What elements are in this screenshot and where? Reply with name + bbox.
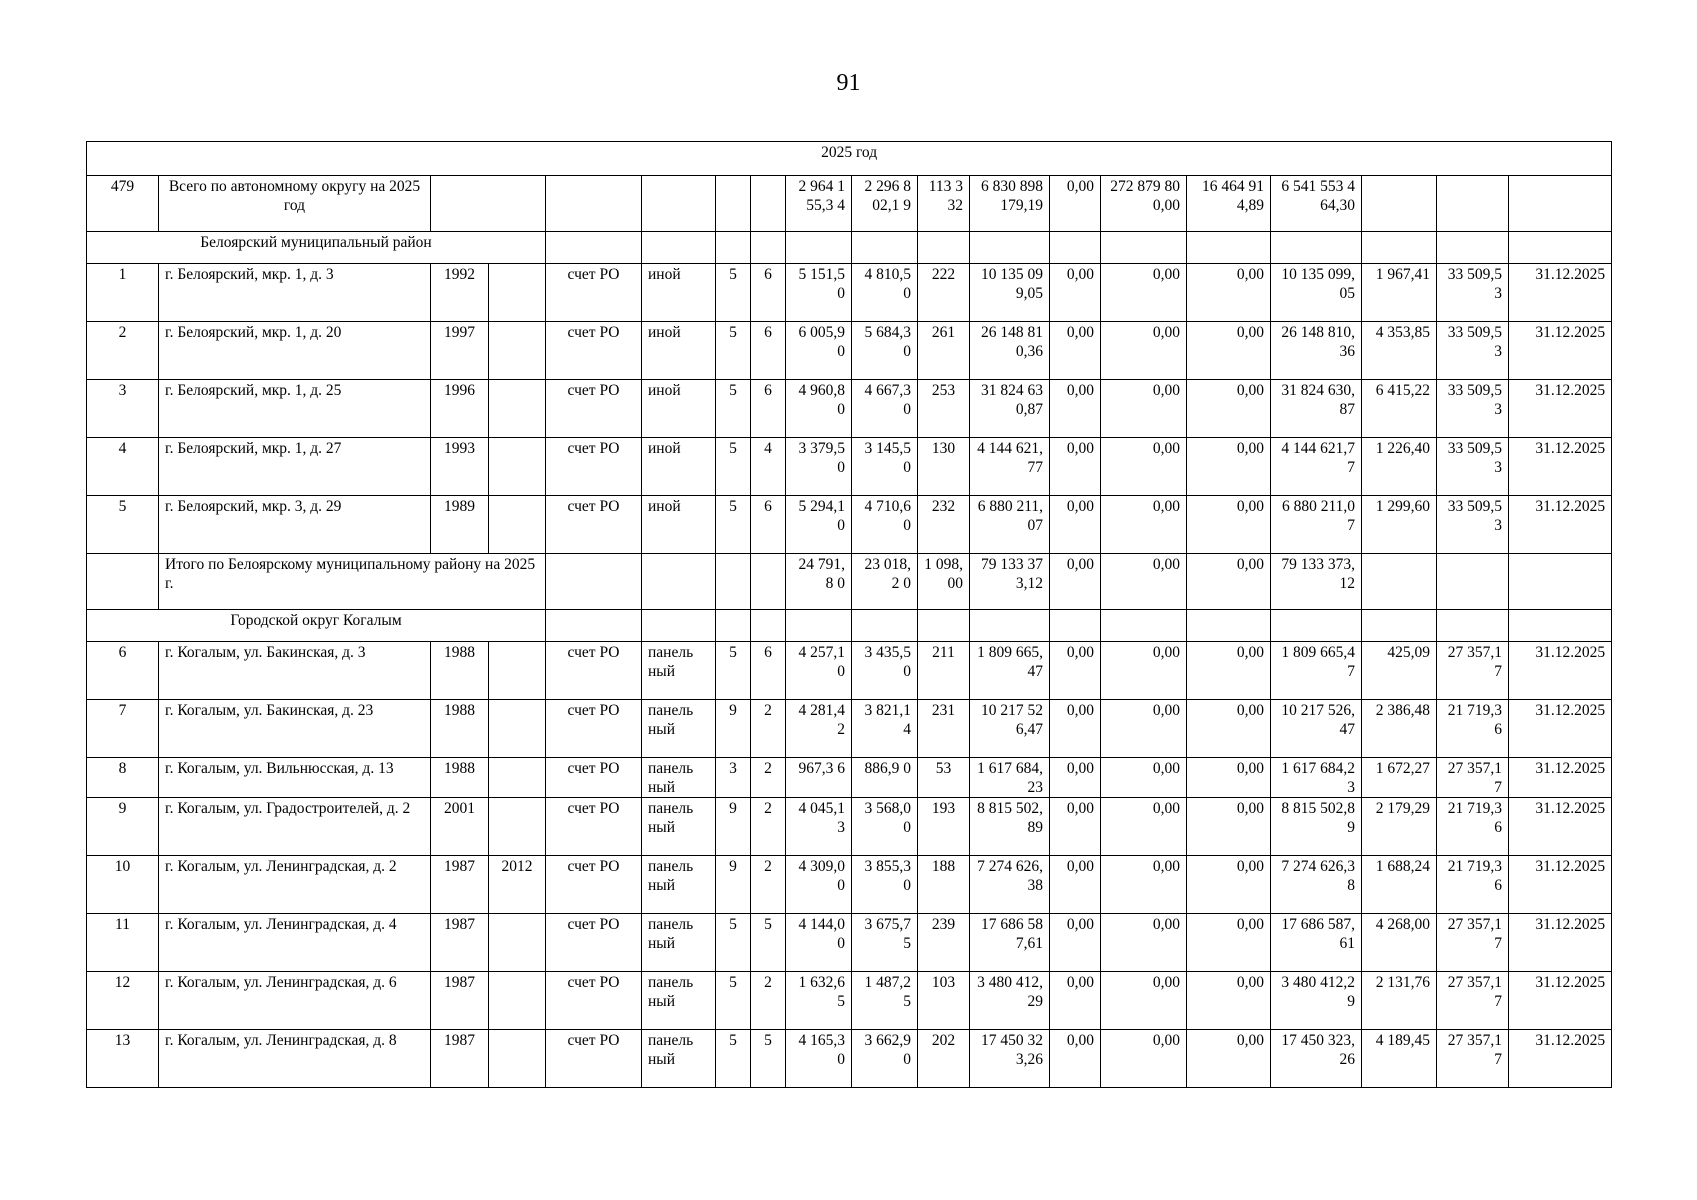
cost-total: 79 133 373,12 — [970, 554, 1050, 610]
house-address: г. Когалым, ул. Бакинская, д. 23 — [159, 700, 431, 758]
table-row — [87, 798, 1612, 856]
page-number: 91 — [836, 70, 861, 96]
unit-cost: 1 672,27 — [1362, 758, 1437, 798]
house-address: г. Белоярский, мкр. 1, д. 27 — [159, 438, 431, 496]
table-row — [87, 642, 1612, 700]
area-total: 967,3 6 — [786, 758, 852, 798]
floors-count: 9 — [716, 700, 751, 758]
unit-cost: 4 189,45 — [1362, 1030, 1437, 1088]
cost-total: 10 135 099,05 — [970, 264, 1050, 322]
unit-cost: 425,09 — [1362, 642, 1437, 700]
table-row — [87, 758, 1612, 798]
area-total: 4 257,1 0 — [786, 642, 852, 700]
fund-method: счет РО — [546, 700, 642, 758]
fund-method: счет РО — [546, 264, 642, 322]
wall-material: панель ный — [642, 1030, 716, 1088]
year-built: 1993 — [431, 438, 489, 496]
budget-local: 0,00 — [1187, 700, 1271, 758]
area-total: 4 165,3 0 — [786, 1030, 852, 1088]
floors-count: 5 — [716, 322, 751, 380]
fund-amount: 0,00 — [1050, 1030, 1101, 1088]
budget-region: 0,00 — [1101, 700, 1187, 758]
cost-total: 31 824 630,87 — [970, 380, 1050, 438]
owners-funds: 31 824 630,87 — [1271, 380, 1362, 438]
residents: 231 — [918, 700, 970, 758]
budget-local: 0,00 — [1187, 758, 1271, 798]
budget-local: 0,00 — [1187, 642, 1271, 700]
area-total: 1 632,6 5 — [786, 972, 852, 1030]
entrances-count: 2 — [751, 700, 786, 758]
table-row — [87, 914, 1612, 972]
year-header: 2025 год — [87, 142, 1612, 176]
budget-region: 0,00 — [1101, 264, 1187, 322]
owners-funds: 7 274 626,38 — [1271, 856, 1362, 914]
unit-cost: 2 179,29 — [1362, 798, 1437, 856]
row-number: 6 — [87, 642, 159, 700]
year-last-repair — [489, 972, 546, 1030]
house-address: г. Белоярский, мкр. 1, д. 3 — [159, 264, 431, 322]
fund-amount: 0,00 — [1050, 438, 1101, 496]
row-number: 479 — [87, 176, 159, 232]
budget-local: 0,00 — [1187, 322, 1271, 380]
house-address: г. Белоярский, мкр. 3, д. 29 — [159, 496, 431, 554]
cost-total: 6 830 898 179,19 — [970, 176, 1050, 232]
max-unit-cost: 33 509,53 — [1437, 438, 1509, 496]
completion-date: 31.12.2025 — [1509, 1030, 1612, 1088]
budget-region: 0,00 — [1101, 438, 1187, 496]
floors-count: 5 — [716, 438, 751, 496]
area-living: 3 821,1 4 — [852, 700, 918, 758]
completion-date: 31.12.2025 — [1509, 322, 1612, 380]
completion-date: 31.12.2025 — [1509, 700, 1612, 758]
budget-region: 0,00 — [1101, 972, 1187, 1030]
owners-funds: 17 450 323,26 — [1271, 1030, 1362, 1088]
budget-local: 0,00 — [1187, 438, 1271, 496]
area-total: 24 791,8 0 — [786, 554, 852, 610]
residents: 261 — [918, 322, 970, 380]
fund-amount: 0,00 — [1050, 380, 1101, 438]
table-row — [87, 856, 1612, 914]
residents: 193 — [918, 798, 970, 856]
residents: 232 — [918, 496, 970, 554]
area-total: 4 309,0 0 — [786, 856, 852, 914]
house-address: г. Белоярский, мкр. 1, д. 25 — [159, 380, 431, 438]
budget-local: 0,00 — [1187, 972, 1271, 1030]
area-living: 2 296 802,1 9 — [852, 176, 918, 232]
cost-total: 3 480 412,29 — [970, 972, 1050, 1030]
budget-region: 0,00 — [1101, 380, 1187, 438]
year-built: 1988 — [431, 642, 489, 700]
owners-funds: 17 686 587,61 — [1271, 914, 1362, 972]
cost-total: 1 809 665,47 — [970, 642, 1050, 700]
fund-method: счет РО — [546, 438, 642, 496]
unit-cost: 2 131,76 — [1362, 972, 1437, 1030]
max-unit-cost: 33 509,53 — [1437, 496, 1509, 554]
wall-material: панель ный — [642, 758, 716, 798]
year-last-repair — [489, 496, 546, 554]
area-living: 3 855,3 0 — [852, 856, 918, 914]
floors-count: 3 — [716, 758, 751, 798]
grand-total-row — [87, 176, 1612, 232]
cost-total: 1 617 684,23 — [970, 758, 1050, 798]
completion-date: 31.12.2025 — [1509, 798, 1612, 856]
budget-local: 0,00 — [1187, 496, 1271, 554]
cost-total: 26 148 810,36 — [970, 322, 1050, 380]
wall-material: панель ный — [642, 700, 716, 758]
floors-count: 5 — [716, 380, 751, 438]
max-unit-cost: 21 719,36 — [1437, 700, 1509, 758]
budget-local: 0,00 — [1187, 1030, 1271, 1088]
max-unit-cost: 27 357,17 — [1437, 642, 1509, 700]
fund-method: счет РО — [546, 322, 642, 380]
area-living: 3 568,0 0 — [852, 798, 918, 856]
floors-count: 5 — [716, 496, 751, 554]
fund-method: счет РО — [546, 758, 642, 798]
year-built: 1997 — [431, 322, 489, 380]
year-header-row — [87, 142, 1612, 176]
budget-region: 0,00 — [1101, 642, 1187, 700]
completion-date: 31.12.2025 — [1509, 972, 1612, 1030]
repair-program-table — [86, 141, 1612, 1088]
residents: 113 332 — [918, 176, 970, 232]
max-unit-cost: 27 357,17 — [1437, 1030, 1509, 1088]
table-row — [87, 1030, 1612, 1088]
owners-funds: 26 148 810,36 — [1271, 322, 1362, 380]
completion-date: 31.12.2025 — [1509, 438, 1612, 496]
completion-date: 31.12.2025 — [1509, 642, 1612, 700]
budget-local: 0,00 — [1187, 914, 1271, 972]
year-last-repair — [489, 642, 546, 700]
entrances-count: 2 — [751, 758, 786, 798]
max-unit-cost: 21 719,36 — [1437, 856, 1509, 914]
max-unit-cost: 33 509,53 — [1437, 322, 1509, 380]
row-number: 12 — [87, 972, 159, 1030]
entrances-count: 5 — [751, 1030, 786, 1088]
residents: 253 — [918, 380, 970, 438]
year-last-repair — [489, 914, 546, 972]
row-number: 11 — [87, 914, 159, 972]
budget-local: 0,00 — [1187, 856, 1271, 914]
owners-funds: 8 815 502,89 — [1271, 798, 1362, 856]
owners-funds: 1 617 684,23 — [1271, 758, 1362, 798]
owners-funds: 6 880 211,07 — [1271, 496, 1362, 554]
max-unit-cost: 27 357,17 — [1437, 972, 1509, 1030]
fund-method: счет РО — [546, 496, 642, 554]
area-living: 4 710,6 0 — [852, 496, 918, 554]
row-number: 7 — [87, 700, 159, 758]
year-last-repair — [489, 322, 546, 380]
area-living: 4 667,3 0 — [852, 380, 918, 438]
table-row — [87, 322, 1612, 380]
budget-region: 272 879 800,00 — [1101, 176, 1187, 232]
section-title-beloyarsky: Белоярский муниципальный район — [87, 232, 546, 264]
floors-count: 5 — [716, 972, 751, 1030]
fund-amount: 0,00 — [1050, 176, 1101, 232]
owners-funds: 6 541 553 464,30 — [1271, 176, 1362, 232]
wall-material: иной — [642, 438, 716, 496]
unit-cost: 1 688,24 — [1362, 856, 1437, 914]
cost-total: 8 815 502,89 — [970, 798, 1050, 856]
subtotal-row-beloyarsky — [87, 554, 1612, 610]
year-last-repair — [489, 758, 546, 798]
area-total: 3 379,5 0 — [786, 438, 852, 496]
entrances-count: 4 — [751, 438, 786, 496]
area-living: 3 145,5 0 — [852, 438, 918, 496]
budget-region: 0,00 — [1101, 758, 1187, 798]
completion-date: 31.12.2025 — [1509, 264, 1612, 322]
area-living: 23 018,2 0 — [852, 554, 918, 610]
unit-cost: 1 967,41 — [1362, 264, 1437, 322]
house-address: г. Когалым, ул. Вильнюсская, д. 13 — [159, 758, 431, 798]
fund-amount: 0,00 — [1050, 972, 1101, 1030]
budget-region: 0,00 — [1101, 798, 1187, 856]
year-last-repair — [489, 1030, 546, 1088]
floors-count: 5 — [716, 264, 751, 322]
year-built: 1988 — [431, 758, 489, 798]
area-living: 5 684,3 0 — [852, 322, 918, 380]
owners-funds: 79 133 373,12 — [1271, 554, 1362, 610]
unit-cost: 2 386,48 — [1362, 700, 1437, 758]
house-address: г. Когалым, ул. Бакинская, д. 3 — [159, 642, 431, 700]
area-living: 3 662,9 0 — [852, 1030, 918, 1088]
max-unit-cost: 33 509,53 — [1437, 264, 1509, 322]
area-total: 5 151,5 0 — [786, 264, 852, 322]
entrances-count: 2 — [751, 856, 786, 914]
entrances-count: 6 — [751, 322, 786, 380]
house-address: г. Когалым, ул. Ленинградская, д. 2 — [159, 856, 431, 914]
house-address: г. Когалым, ул. Градостроителей, д. 2 — [159, 798, 431, 856]
unit-cost: 4 353,85 — [1362, 322, 1437, 380]
budget-region: 0,00 — [1101, 554, 1187, 610]
fund-method: счет РО — [546, 856, 642, 914]
owners-funds: 1 809 665,47 — [1271, 642, 1362, 700]
table-row — [87, 264, 1612, 322]
budget-local: 16 464 914,89 — [1187, 176, 1271, 232]
year-built: 1987 — [431, 972, 489, 1030]
year-built: 1987 — [431, 856, 489, 914]
residents: 130 — [918, 438, 970, 496]
residents: 103 — [918, 972, 970, 1030]
house-address: г. Белоярский, мкр. 1, д. 20 — [159, 322, 431, 380]
table-row — [87, 438, 1612, 496]
house-address: г. Когалым, ул. Ленинградская, д. 8 — [159, 1030, 431, 1088]
fund-amount: 0,00 — [1050, 914, 1101, 972]
area-living: 3 675,7 5 — [852, 914, 918, 972]
entrances-count: 6 — [751, 642, 786, 700]
area-total: 2 964 155,3 4 — [786, 176, 852, 232]
fund-amount: 0,00 — [1050, 554, 1101, 610]
completion-date: 31.12.2025 — [1509, 914, 1612, 972]
table-row — [87, 380, 1612, 438]
section-title-kogalym: Городской округ Когалым — [87, 610, 546, 642]
area-total: 4 045,1 3 — [786, 798, 852, 856]
area-total: 4 144,0 0 — [786, 914, 852, 972]
area-living: 3 435,5 0 — [852, 642, 918, 700]
section-header-row — [87, 232, 1612, 264]
residents: 1 098, 00 — [918, 554, 970, 610]
budget-local: 0,00 — [1187, 554, 1271, 610]
year-built: 1989 — [431, 496, 489, 554]
year-built: 1992 — [431, 264, 489, 322]
fund-amount: 0,00 — [1050, 856, 1101, 914]
unit-cost: 4 268,00 — [1362, 914, 1437, 972]
owners-funds: 10 135 099,05 — [1271, 264, 1362, 322]
wall-material: панель ный — [642, 914, 716, 972]
area-living: 4 810,5 0 — [852, 264, 918, 322]
budget-region: 0,00 — [1101, 914, 1187, 972]
owners-funds: 4 144 621,77 — [1271, 438, 1362, 496]
max-unit-cost: 21 719,36 — [1437, 798, 1509, 856]
fund-amount: 0,00 — [1050, 798, 1101, 856]
wall-material: панель ный — [642, 798, 716, 856]
budget-region: 0,00 — [1101, 496, 1187, 554]
row-number: 4 — [87, 438, 159, 496]
row-number: 3 — [87, 380, 159, 438]
year-last-repair — [489, 700, 546, 758]
floors-count: 9 — [716, 798, 751, 856]
unit-cost: 6 415,22 — [1362, 380, 1437, 438]
cost-total: 17 450 323,26 — [970, 1030, 1050, 1088]
max-unit-cost: 27 357,17 — [1437, 914, 1509, 972]
year-last-repair: 2012 — [489, 856, 546, 914]
year-last-repair — [489, 380, 546, 438]
section-header-row — [87, 610, 1612, 642]
completion-date: 31.12.2025 — [1509, 496, 1612, 554]
area-total: 5 294,1 0 — [786, 496, 852, 554]
year-built: 2001 — [431, 798, 489, 856]
budget-region: 0,00 — [1101, 1030, 1187, 1088]
entrances-count: 6 — [751, 496, 786, 554]
cost-total: 7 274 626,38 — [970, 856, 1050, 914]
row-number: 5 — [87, 496, 159, 554]
row-number: 9 — [87, 798, 159, 856]
table-row — [87, 496, 1612, 554]
wall-material: иной — [642, 264, 716, 322]
subtotal-label: Итого по Белоярскому муниципальному району на 2025 г. — [159, 554, 546, 610]
fund-method: счет РО — [546, 380, 642, 438]
fund-method: счет РО — [546, 798, 642, 856]
area-total: 4 281,4 2 — [786, 700, 852, 758]
fund-amount: 0,00 — [1050, 496, 1101, 554]
year-last-repair — [489, 264, 546, 322]
residents: 239 — [918, 914, 970, 972]
wall-material: иной — [642, 380, 716, 438]
budget-region: 0,00 — [1101, 856, 1187, 914]
table-row — [87, 972, 1612, 1030]
year-last-repair — [489, 438, 546, 496]
residents: 222 — [918, 264, 970, 322]
area-total: 6 005,9 0 — [786, 322, 852, 380]
fund-method: счет РО — [546, 642, 642, 700]
entrances-count: 2 — [751, 972, 786, 1030]
year-built: 1987 — [431, 1030, 489, 1088]
house-address: г. Когалым, ул. Ленинградская, д. 4 — [159, 914, 431, 972]
fund-amount: 0,00 — [1050, 642, 1101, 700]
fund-amount: 0,00 — [1050, 322, 1101, 380]
row-number: 2 — [87, 322, 159, 380]
wall-material: панель ный — [642, 856, 716, 914]
fund-amount: 0,00 — [1050, 264, 1101, 322]
area-living: 886,9 0 — [852, 758, 918, 798]
residents: 202 — [918, 1030, 970, 1088]
floors-count: 5 — [716, 642, 751, 700]
unit-cost: 1 299,60 — [1362, 496, 1437, 554]
cost-total: 4 144 621,77 — [970, 438, 1050, 496]
floors-count: 5 — [716, 1030, 751, 1088]
fund-method: счет РО — [546, 972, 642, 1030]
cost-total: 6 880 211,07 — [970, 496, 1050, 554]
floors-count: 5 — [716, 914, 751, 972]
year-built: 1996 — [431, 380, 489, 438]
year-built: 1988 — [431, 700, 489, 758]
entrances-count: 5 — [751, 914, 786, 972]
completion-date: 31.12.2025 — [1509, 380, 1612, 438]
wall-material: иной — [642, 496, 716, 554]
fund-method: счет РО — [546, 914, 642, 972]
wall-material: панель ный — [642, 642, 716, 700]
budget-local: 0,00 — [1187, 380, 1271, 438]
row-number: 13 — [87, 1030, 159, 1088]
fund-method: счет РО — [546, 1030, 642, 1088]
area-living: 1 487,2 5 — [852, 972, 918, 1030]
residents: 188 — [918, 856, 970, 914]
residents: 211 — [918, 642, 970, 700]
fund-amount: 0,00 — [1050, 758, 1101, 798]
grand-total-label: Всего по автономному округу на 2025 год — [159, 176, 431, 232]
entrances-count: 6 — [751, 264, 786, 322]
completion-date: 31.12.2025 — [1509, 758, 1612, 798]
owners-funds: 3 480 412,29 — [1271, 972, 1362, 1030]
cost-total: 17 686 587,61 — [970, 914, 1050, 972]
budget-region: 0,00 — [1101, 322, 1187, 380]
row-number: 10 — [87, 856, 159, 914]
wall-material: иной — [642, 322, 716, 380]
budget-local: 0,00 — [1187, 264, 1271, 322]
entrances-count: 6 — [751, 380, 786, 438]
budget-local: 0,00 — [1187, 798, 1271, 856]
max-unit-cost: 27 357,17 — [1437, 758, 1509, 798]
fund-amount: 0,00 — [1050, 700, 1101, 758]
completion-date: 31.12.2025 — [1509, 856, 1612, 914]
row-number: 1 — [87, 264, 159, 322]
max-unit-cost: 33 509,53 — [1437, 380, 1509, 438]
unit-cost: 1 226,40 — [1362, 438, 1437, 496]
house-address: г. Когалым, ул. Ленинградская, д. 6 — [159, 972, 431, 1030]
entrances-count: 2 — [751, 798, 786, 856]
table-row — [87, 700, 1612, 758]
cost-total: 10 217 526,47 — [970, 700, 1050, 758]
floors-count: 9 — [716, 856, 751, 914]
area-total: 4 960,8 0 — [786, 380, 852, 438]
year-built: 1987 — [431, 914, 489, 972]
row-number: 8 — [87, 758, 159, 798]
year-last-repair — [489, 798, 546, 856]
wall-material: панель ный — [642, 972, 716, 1030]
residents: 53 — [918, 758, 970, 798]
owners-funds: 10 217 526,47 — [1271, 700, 1362, 758]
